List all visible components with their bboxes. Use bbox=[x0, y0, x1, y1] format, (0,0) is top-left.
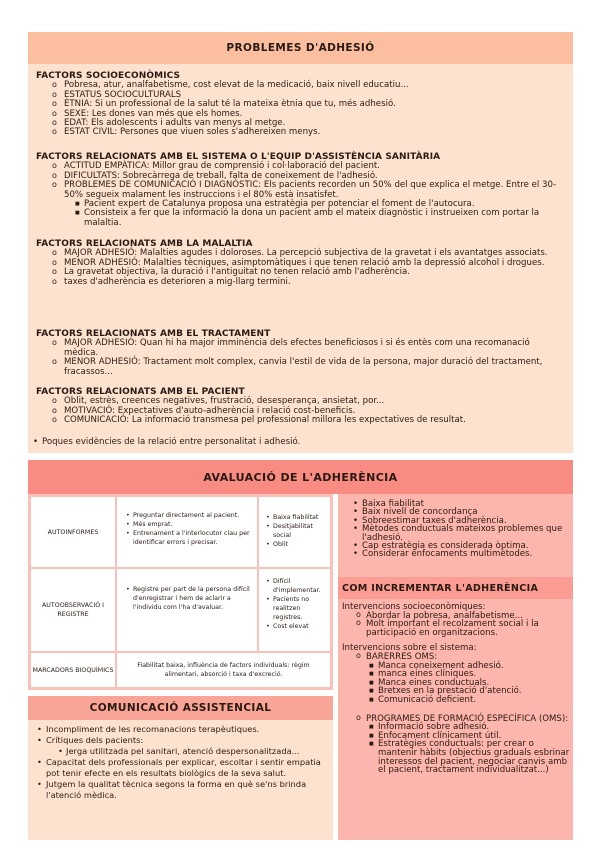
comunicacio-body bbox=[40, 724, 328, 801]
sistema-interventions-heading: Intervencions sobre el sistema: bbox=[342, 643, 477, 654]
list-item: o Abordar la pobresa, analfabetisme... bbox=[366, 612, 570, 621]
table-bullet: • Entrenament a l'interlocutor clau per identificar errors i precisar. bbox=[133, 529, 253, 547]
row-label-marcadors: MARCADORS BIOQUÍMICS bbox=[31, 653, 115, 687]
factors-sistema bbox=[36, 153, 566, 228]
table-bullet: • Oblit bbox=[273, 540, 328, 549]
table-bullet: • Pacients no realitzen registres. bbox=[273, 595, 328, 622]
marcadors-description: Fiabilitat baixa, influència de factors individuals: règim alimentari, absorció i taxa d'excreció. bbox=[117, 653, 330, 687]
list-item bbox=[366, 715, 570, 775]
sub-list-item: ■ Consisteix a fer que la informació la dona un pacient amb el mateix diagnòstic i instrueixen com portar la malaltia. bbox=[84, 209, 566, 228]
table-bullet: • Registre per part de la persona difícil d'enregistrar i hem de aclarir a l'individu com l'ha d'avaluar. bbox=[133, 585, 253, 612]
list-item: o Molt important el recolzament social i la participació en organitzacions. bbox=[366, 620, 570, 637]
list-item: o ESTAT CIVIL: Persones que viuen soles s'adhereixen menys. bbox=[64, 128, 566, 137]
sub-list-item: ■ Manca eines conductuals. bbox=[378, 679, 570, 688]
list-item: o MAJOR ADHESIÓ: Quan hi ha major imminència dels efectes beneficiosos i si és entès com una recomanació mèdica. bbox=[64, 339, 566, 358]
table-bullet: • Difícil d'implementar. bbox=[273, 577, 328, 595]
autoobservacio-limitations bbox=[259, 569, 330, 651]
list-item bbox=[46, 735, 328, 757]
table-bullet: • Baixa fiabilitat bbox=[273, 513, 328, 522]
list-item: • Cap estratègia es considerada òptima. bbox=[362, 542, 570, 550]
socio-heading: FACTORS SOCIOECONÒMICS bbox=[36, 71, 181, 81]
table-bullet: • Més emprat. bbox=[133, 520, 253, 529]
incrementar-body bbox=[342, 603, 570, 775]
list-item: o Oblit, estrès, creences negatives, frustració, desesperança, ansietat, por... bbox=[64, 397, 566, 406]
list-item: o ESTATUS SOCIOCULTURALS bbox=[64, 91, 566, 100]
programes-heading: PROGRAMES DE FORMACIÓ ESPECÍFICA (OMS): bbox=[366, 713, 569, 724]
problemes-title: PROBLEMES D'ADHESIÓ bbox=[28, 32, 573, 64]
factors-malaltia bbox=[36, 240, 566, 287]
list-item: o PROBLEMES DE COMUNICACIÓ I DIAGNÒSTIC: Els pacients recorden un 50% del que explica el metge. Entre el 30-50% segueix malament les instruccions i el 80% està insatisfet. bbox=[64, 181, 566, 200]
row-label-autoobservacio: AUTOOBSERVACIÓ I REGISTRE bbox=[31, 569, 115, 651]
list-item: o MAJOR ADHESIÓ: Malalties agudes i doloroses. La percepció subjectiva de la gravetat i els avantatges associats. bbox=[64, 249, 566, 258]
incrementar-title: COM INCREMENTAR L'ADHERÈNCIA bbox=[338, 577, 573, 599]
avaluacio-title: AVALUACIÓ DE L'ADHERÈNCIA bbox=[28, 460, 573, 494]
sub-list-item: ■ Comunicació deficient. bbox=[378, 696, 570, 705]
factors-pacient bbox=[36, 388, 566, 426]
sub-list-item: ■ Informació sobre adhesió. bbox=[378, 723, 570, 732]
factors-tractament bbox=[36, 330, 566, 377]
sub-list-item: ■ Estratègies conductuals: per crear o mantenir hàbits (objectius graduals esbrinar interessos del pacient, negociar canvis amb el pacient, tractament individualitzat...) bbox=[378, 740, 570, 774]
list-item: o MOTIVACIÓ: Expectatives d'auto-adherència i relació cost-beneficis. bbox=[64, 407, 566, 416]
list-item: o taxes d'adherència es deterioren a mig-llarg termini. bbox=[64, 278, 566, 287]
list-item bbox=[366, 653, 570, 705]
table-bullet: • Preguntar directament al pacient. bbox=[133, 511, 253, 520]
sub-list-item: ■ manca eines clíniques. bbox=[378, 670, 570, 679]
list-item: • Baix nivell de concordança bbox=[362, 508, 570, 516]
sub-list-item: ■ Pacient expert de Catalunya proposa una estratègia per potenciar el foment de l'autocura. bbox=[84, 200, 566, 209]
list-item: • Incompliment de les recomanacions terapèutiques. bbox=[46, 724, 328, 735]
socio-interventions-heading: Intervencions socioeconòmiques: bbox=[342, 602, 486, 612]
list-item: o MENOR ADHESIÓ: Tractament molt complex, canvia l'estil de vida de la persona, major duració del tractament, fracassos... bbox=[64, 358, 566, 377]
list-item: o EDAT: Els adolescents i adults van menys al metge. bbox=[64, 119, 566, 128]
factors-socioeconomics bbox=[36, 72, 566, 138]
autoobservacio-description bbox=[117, 569, 257, 651]
sistema-heading: FACTORS RELACIONATS AMB EL SISTEMA O L'EQUIP D'ASSISTÈNCIA SANITÀRIA bbox=[36, 152, 441, 162]
list-item: • Jutgem la qualitat tècnica segons la forma en què se'ns brinda l'atenció mèdica. bbox=[46, 779, 328, 801]
table-bullet: • Cost elevat bbox=[273, 622, 328, 631]
sub-list-item: ■ Enfocament clínicament útil. bbox=[378, 732, 570, 741]
list-item: • Mètodes conductuals mateixos problemes que l'adhesió. bbox=[362, 525, 570, 542]
comunicacio-title: COMUNICACIÓ ASSISTENCIAL bbox=[28, 696, 333, 720]
sub-list-item: • Jerga utilitzada pel sanitari, atenció despersonalitzada... bbox=[66, 746, 328, 757]
autoinformes-description bbox=[117, 497, 257, 567]
list-item: o SEXE: Les dones van més que els homes. bbox=[64, 110, 566, 119]
list-item: o Pobresa, atur, analfabetisme, cost elevat de la medicació, baix nivell educatiu... bbox=[64, 81, 566, 90]
list-item: • Baixa fiabilitat bbox=[362, 500, 570, 508]
list-item: • Sobreestimar taxes d'adherència. bbox=[362, 517, 570, 525]
list-item: o DIFICULTATS: Sobrecàrrega de treball, falta de coneixement de l'adhesió. bbox=[64, 172, 566, 181]
barreres-heading: BARERRES OMS: bbox=[366, 651, 438, 662]
list-item: o MENOR ADHESIÓ: Malalties tècniques, asimptomàtiques i que tenen relació amb la depressió alcohol i drogues. bbox=[64, 259, 566, 268]
avaluacio-limitations-list bbox=[352, 500, 570, 559]
list-item: • Considerar enfocaments multimètodes. bbox=[362, 550, 570, 558]
critiques-label: Crítiques dels pacients: bbox=[46, 735, 144, 745]
tractament-heading: FACTORS RELACIONATS AMB EL TRACTAMENT bbox=[36, 329, 271, 339]
list-item: o ÈTNIA: Si un professional de la salut té la mateixa ètnia que tu, més adhesió. bbox=[64, 100, 566, 109]
sub-list-wrapper bbox=[64, 200, 566, 228]
sub-list-item: ■ Manca coneixement adhesió. bbox=[378, 662, 570, 671]
pacient-heading: FACTORS RELACIONATS AMB EL PACIENT bbox=[36, 387, 245, 397]
table-bullet: • Desitjabilitat social bbox=[273, 522, 328, 540]
row-label-autoinformes: AUTOINFORMES bbox=[31, 497, 115, 567]
malaltia-heading: FACTORS RELACIONATS AMB LA MALALTIA bbox=[36, 239, 253, 249]
sub-list-item: ■ Bretxes en la prestació d'atenció. bbox=[378, 687, 570, 696]
list-item: o La gravetat objectiva, la duració i l'antiguitat no tenen relació amb l'adherència. bbox=[64, 268, 566, 277]
list-item: • Capacitat dels professionals per explicar, escoltar i sentir empatia pot tenir efecte en els resultats biològics de la seva salut. bbox=[46, 757, 328, 779]
list-item: o ACTITUD EMPÀTICA: Millor grau de comprensió i col·laboració del pacient. bbox=[64, 162, 566, 171]
personalitat-note: • Poques evidències de la relació entre personalitat i adhesió. bbox=[42, 437, 300, 447]
list-item: o COMUNICACIÓ: La informació transmesa pel professional millora les expectatives de resultat. bbox=[64, 416, 566, 425]
autoinformes-limitations bbox=[259, 497, 330, 567]
